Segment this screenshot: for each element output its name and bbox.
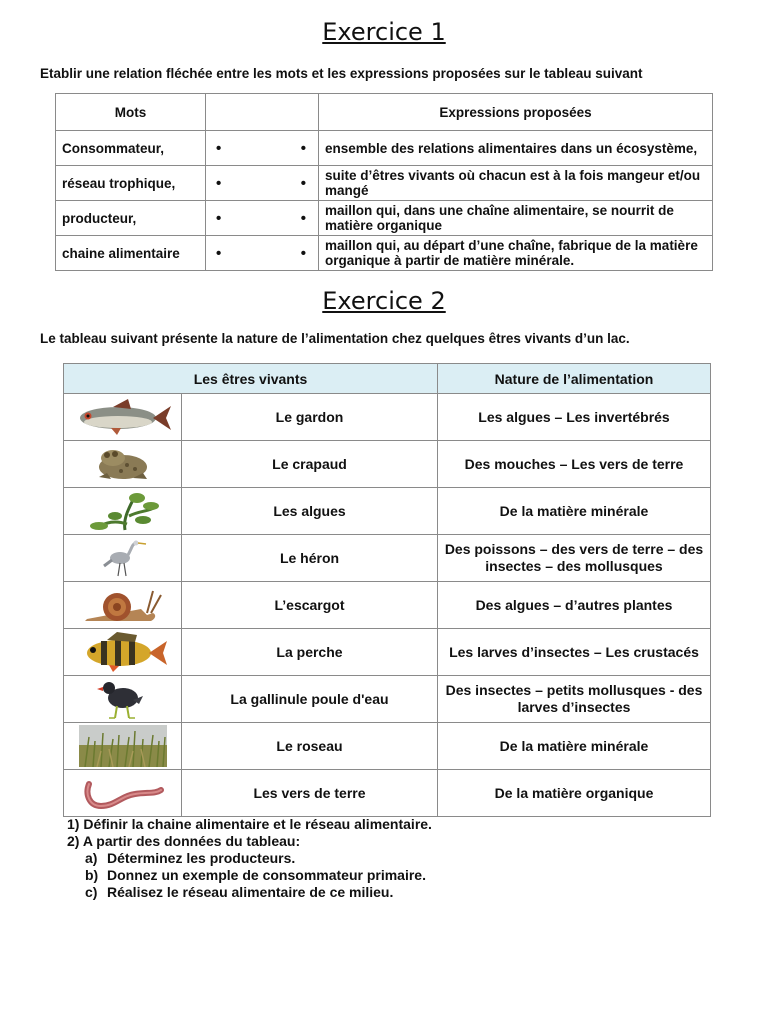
toad-icon bbox=[64, 441, 182, 488]
matching-table bbox=[55, 93, 713, 271]
exercise1-title: Exercice 1 bbox=[322, 18, 446, 46]
organism-name: L’escargot bbox=[182, 582, 438, 629]
earthworm-icon bbox=[64, 770, 182, 817]
organism-name: Le gardon bbox=[182, 394, 438, 441]
column-header-nature: Nature de l’alimentation bbox=[438, 364, 711, 394]
diet-row bbox=[64, 582, 711, 629]
diet-row bbox=[64, 394, 711, 441]
moorhen-icon bbox=[64, 676, 182, 723]
dots-cell bbox=[206, 236, 319, 271]
diet-cell: Les larves d’insectes – Les crustacés bbox=[438, 629, 711, 676]
question-2b-text: Donnez un exemple de consommateur primaire. bbox=[107, 867, 426, 883]
question-2a-label: a) bbox=[85, 850, 98, 866]
mot-cell: producteur, bbox=[56, 201, 206, 236]
organism-name: Le crapaud bbox=[182, 441, 438, 488]
diet-cell: De la matière minérale bbox=[438, 723, 711, 770]
expression-cell: maillon qui, dans une chaîne alimentaire, se nourrit de matière organique bbox=[319, 201, 713, 236]
column-header-etres-vivants: Les êtres vivants bbox=[64, 364, 438, 394]
column-header-expressions: Expressions proposées bbox=[319, 94, 713, 131]
question-2a bbox=[67, 850, 432, 867]
organism-name: Les algues bbox=[182, 488, 438, 535]
question-2c bbox=[67, 884, 432, 901]
column-header-dots bbox=[206, 94, 319, 131]
matching-row bbox=[56, 166, 713, 201]
diet-table bbox=[63, 363, 711, 817]
matching-header-row bbox=[56, 94, 713, 131]
question-2c-text: Réalisez le réseau alimentaire de ce milieu. bbox=[107, 884, 394, 900]
mot-cell: réseau trophique, bbox=[56, 166, 206, 201]
diet-header-row bbox=[64, 364, 711, 394]
algae-icon bbox=[64, 488, 182, 535]
perch-icon bbox=[64, 629, 182, 676]
diet-row bbox=[64, 441, 711, 488]
expression-cell: maillon qui, au départ d’une chaîne, fabrique de la matière organique à partir de matière minérale. bbox=[319, 236, 713, 271]
organism-name: La gallinule poule d'eau bbox=[182, 676, 438, 723]
right-dot[interactable]: • bbox=[300, 174, 306, 192]
expression-cell: ensemble des relations alimentaires dans un écosystème, bbox=[319, 131, 713, 166]
organism-name: Le héron bbox=[182, 535, 438, 582]
diet-row bbox=[64, 770, 711, 817]
exercise2-title: Exercice 2 bbox=[322, 287, 446, 315]
dots-cell bbox=[206, 201, 319, 236]
snail-icon bbox=[64, 582, 182, 629]
exercise2-instruction: Le tableau suivant présente la nature de l’alimentation chez quelques êtres vivants d’un lac. bbox=[40, 331, 630, 346]
organism-name: Le roseau bbox=[182, 723, 438, 770]
left-dot[interactable]: • bbox=[216, 244, 222, 262]
question-2: 2) A partir des données du tableau: bbox=[67, 833, 301, 849]
diet-row bbox=[64, 676, 711, 723]
mot-cell: chaine alimentaire bbox=[56, 236, 206, 271]
mot-cell: Consommateur, bbox=[56, 131, 206, 166]
diet-row bbox=[64, 723, 711, 770]
left-dot[interactable]: • bbox=[216, 209, 222, 227]
question-2b bbox=[67, 867, 432, 884]
organism-name: La perche bbox=[182, 629, 438, 676]
matching-row bbox=[56, 236, 713, 271]
diet-cell: Les algues – Les invertébrés bbox=[438, 394, 711, 441]
dots-cell bbox=[206, 166, 319, 201]
question-2a-text: Déterminez les producteurs. bbox=[107, 850, 296, 866]
left-dot[interactable]: • bbox=[216, 174, 222, 192]
diet-cell: De la matière minérale bbox=[438, 488, 711, 535]
matching-row bbox=[56, 131, 713, 166]
matching-row bbox=[56, 201, 713, 236]
organism-name: Les vers de terre bbox=[182, 770, 438, 817]
right-dot[interactable]: • bbox=[300, 209, 306, 227]
diet-cell: Des algues – d’autres plantes bbox=[438, 582, 711, 629]
column-header-mots: Mots bbox=[56, 94, 206, 131]
dots-cell bbox=[206, 131, 319, 166]
heron-icon bbox=[64, 535, 182, 582]
right-dot[interactable]: • bbox=[300, 139, 306, 157]
fish-icon bbox=[64, 394, 182, 441]
question-2c-label: c) bbox=[85, 884, 98, 900]
diet-row bbox=[64, 488, 711, 535]
reed-icon bbox=[64, 723, 182, 770]
right-dot[interactable]: • bbox=[300, 244, 306, 262]
diet-cell: Des mouches – Les vers de terre bbox=[438, 441, 711, 488]
expression-cell: suite d’êtres vivants où chacun est à la fois mangeur et/ou mangé bbox=[319, 166, 713, 201]
exercise1-instruction: Etablir une relation fléchée entre les mots et les expressions proposées sur le tableau suivant bbox=[40, 66, 643, 81]
diet-cell: De la matière organique bbox=[438, 770, 711, 817]
question-2b-label: b) bbox=[85, 867, 99, 883]
diet-cell: Des poissons – des vers de terre – des insectes – des mollusques bbox=[438, 535, 711, 582]
diet-row bbox=[64, 535, 711, 582]
diet-cell: Des insectes – petits mollusques - des larves d’insectes bbox=[438, 676, 711, 723]
questions-list bbox=[67, 816, 432, 901]
question-1: 1) Définir la chaine alimentaire et le réseau alimentaire. bbox=[67, 816, 432, 832]
left-dot[interactable]: • bbox=[216, 139, 222, 157]
diet-row bbox=[64, 629, 711, 676]
